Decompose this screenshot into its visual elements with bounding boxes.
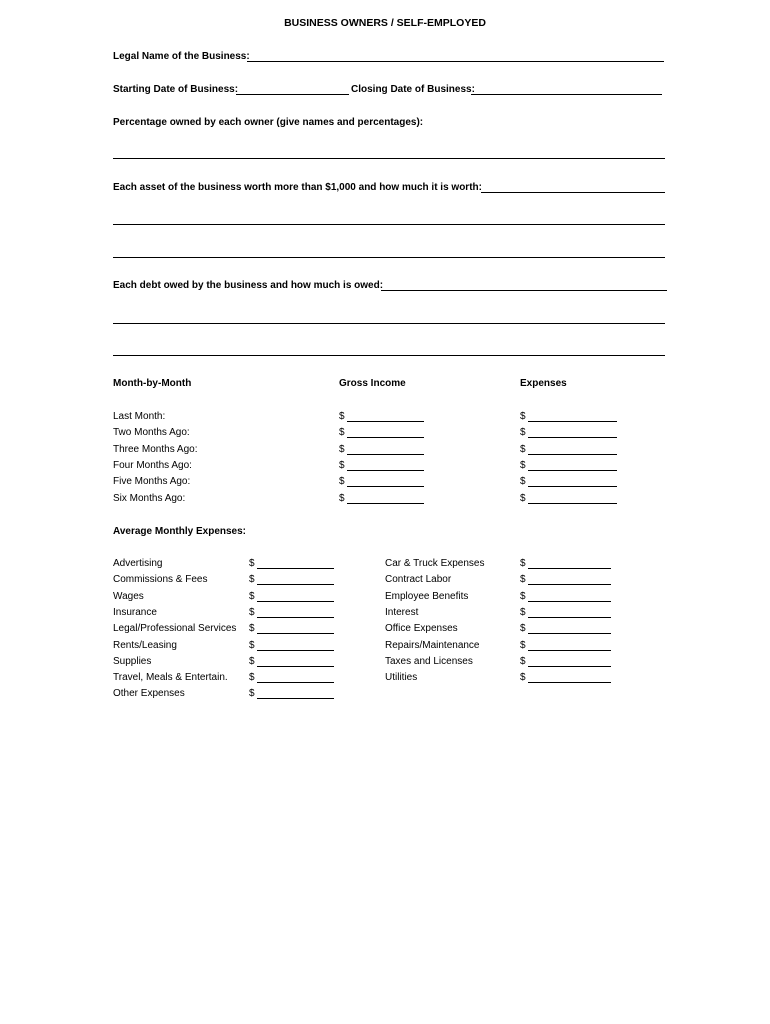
gross-income-field[interactable] (347, 470, 424, 471)
percentage-owned-label: Percentage owned by each owner (give names and percentages): (113, 117, 424, 128)
expense-amount-field[interactable] (257, 698, 334, 699)
expense-amount-field[interactable] (257, 633, 334, 634)
legal-name-field[interactable] (247, 61, 664, 62)
expense-currency: $ (520, 558, 526, 569)
expense-category-label: Rents/Leasing (113, 639, 177, 651)
debts-line-2[interactable] (113, 355, 665, 356)
assets-field[interactable] (481, 192, 665, 193)
expense-amount-field[interactable] (528, 601, 611, 602)
expense-category-label: Advertising (113, 558, 163, 569)
expense-currency: $ (249, 639, 255, 651)
expenses-column-header: Expenses (520, 378, 567, 389)
expenses-currency: $ (520, 476, 526, 488)
expense-category-label: Taxes and Licenses (385, 655, 473, 667)
gross-income-currency: $ (339, 443, 345, 455)
expenses-currency: $ (520, 411, 526, 422)
expense-currency: $ (249, 590, 255, 602)
expense-currency: $ (249, 606, 255, 618)
gross-income-field[interactable] (347, 437, 424, 438)
gross-income-field[interactable] (347, 421, 424, 422)
expenses-field[interactable] (528, 437, 617, 438)
expense-category-label: Travel, Meals & Entertain. (113, 672, 228, 684)
expense-category-label: Insurance (113, 606, 157, 618)
expense-amount-field[interactable] (528, 666, 611, 667)
expense-currency: $ (520, 672, 526, 684)
expenses-field[interactable] (528, 470, 617, 471)
expense-amount-field[interactable] (257, 666, 334, 667)
expenses-field[interactable] (528, 454, 617, 455)
expense-currency: $ (520, 655, 526, 667)
closing-date-label: Closing Date of Business: (351, 84, 475, 95)
expense-category-label: Contract Labor (385, 574, 452, 586)
expense-category-label: Legal/Professional Services (113, 623, 237, 635)
debts-label: Each debt owed by the business and how much is owed: (113, 280, 384, 291)
expense-amount-field[interactable] (528, 633, 611, 634)
expense-amount-field[interactable] (257, 617, 334, 618)
month-row-label: Last Month: (113, 411, 166, 422)
assets-line-1[interactable] (113, 224, 665, 225)
expense-category-label: Other Expenses (113, 688, 185, 700)
month-row-label: Six Months Ago: (113, 492, 186, 504)
debts-line-1[interactable] (113, 323, 665, 324)
expense-amount-field[interactable] (528, 650, 611, 651)
expense-currency: $ (520, 623, 526, 635)
expense-currency: $ (520, 606, 526, 618)
gross-income-column-header: Gross Income (339, 378, 406, 389)
expense-amount-field[interactable] (257, 568, 334, 569)
gross-income-currency: $ (339, 411, 345, 422)
expenses-field[interactable] (528, 486, 617, 487)
gross-income-currency: $ (339, 459, 345, 471)
gross-income-currency: $ (339, 476, 345, 488)
expense-currency: $ (249, 655, 255, 667)
expense-amount-field[interactable] (528, 682, 611, 683)
expenses-currency: $ (520, 459, 526, 471)
expense-amount-field[interactable] (528, 568, 611, 569)
expense-amount-field[interactable] (528, 617, 611, 618)
form-title: BUSINESS OWNERS / SELF-EMPLOYED (284, 17, 486, 29)
expenses-currency: $ (520, 492, 526, 504)
expense-currency: $ (520, 590, 526, 602)
gross-income-field[interactable] (347, 486, 424, 487)
expense-category-label: Commissions & Fees (113, 574, 208, 586)
expense-amount-field[interactable] (528, 584, 611, 585)
expense-category-label: Employee Benefits (385, 590, 469, 602)
expense-currency: $ (249, 623, 255, 635)
expense-currency: $ (249, 574, 255, 586)
expense-category-label: Interest (385, 606, 419, 618)
expense-category-label: Supplies (113, 655, 152, 667)
expenses-field[interactable] (528, 421, 617, 422)
gross-income-currency: $ (339, 492, 345, 504)
legal-name-label: Legal Name of the Business: (113, 51, 250, 62)
gross-income-field[interactable] (347, 454, 424, 455)
month-column-header: Month-by-Month (113, 378, 192, 389)
debts-field[interactable] (381, 290, 667, 291)
expenses-currency: $ (520, 443, 526, 455)
expense-category-label: Wages (113, 590, 144, 602)
expense-amount-field[interactable] (257, 650, 334, 651)
expense-category-label: Utilities (385, 672, 418, 684)
expense-currency: $ (249, 688, 255, 700)
starting-date-field[interactable] (236, 94, 349, 95)
expense-category-label: Repairs/Maintenance (385, 639, 480, 651)
month-row-label: Five Months Ago: (113, 476, 191, 488)
closing-date-field[interactable] (471, 94, 662, 95)
starting-date-label: Starting Date of Business: (113, 84, 239, 95)
percentage-owned-line[interactable] (113, 158, 665, 159)
expense-amount-field[interactable] (257, 584, 334, 585)
expense-currency: $ (520, 574, 526, 586)
expenses-field[interactable] (528, 503, 617, 504)
gross-income-field[interactable] (347, 503, 424, 504)
month-row-label: Three Months Ago: (113, 443, 198, 455)
expense-currency: $ (520, 639, 526, 651)
month-row-label: Two Months Ago: (113, 427, 190, 439)
expenses-currency: $ (520, 427, 526, 439)
expense-currency: $ (249, 558, 255, 569)
expense-currency: $ (249, 672, 255, 684)
assets-line-2[interactable] (113, 257, 665, 258)
gross-income-currency: $ (339, 427, 345, 439)
expense-category-label: Office Expenses (385, 623, 458, 635)
expense-amount-field[interactable] (257, 601, 334, 602)
average-expenses-heading: Average Monthly Expenses: (113, 526, 247, 537)
month-row-label: Four Months Ago: (113, 459, 192, 471)
expense-amount-field[interactable] (257, 682, 334, 683)
expense-category-label: Car & Truck Expenses (385, 558, 485, 569)
assets-label: Each asset of the business worth more than $1,000 and how much it is worth: (113, 182, 482, 193)
